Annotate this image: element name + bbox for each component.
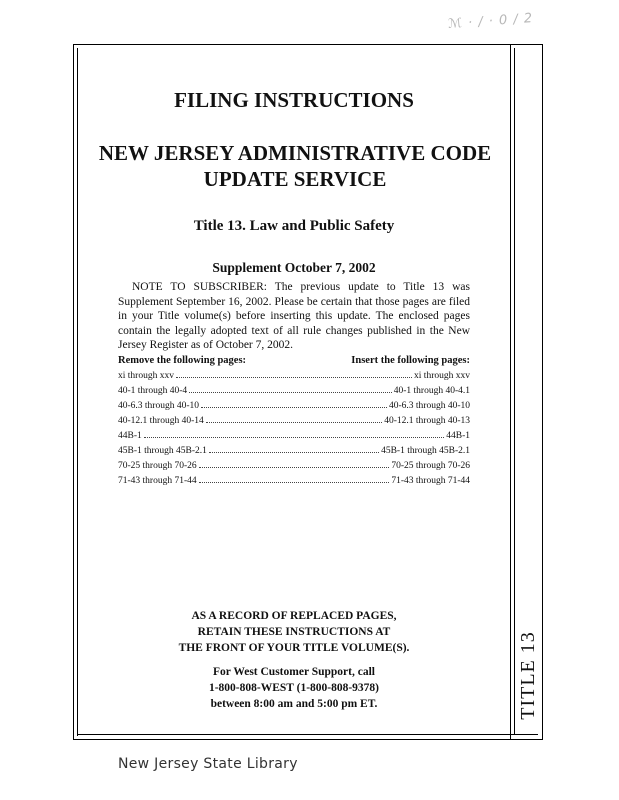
remove-header: Remove the following pages:	[118, 355, 247, 366]
table-header	[118, 354, 470, 368]
insert-cell: 71-43 through 71-44	[391, 476, 470, 486]
insert-cell: 40-12.1 through 40-13	[384, 416, 470, 426]
record-line: THE FRONT OF YOUR TITLE VOLUME(S).	[178, 642, 410, 654]
title-tab-label: TITLE 13	[517, 630, 539, 720]
dot-leader	[144, 428, 445, 438]
record-line: RETAIN THESE INSTRUCTIONS AT	[197, 626, 391, 638]
insert-cell: 45B-1 through 45B-2.1	[381, 446, 470, 456]
table-row	[118, 458, 470, 473]
remove-cell: 40-1 through 40-4	[118, 386, 188, 396]
frame-inner-bottom-rule	[77, 734, 538, 735]
subscriber-note: NOTE TO SUBSCRIBER: The previous update to Title 13 was Supplement September 16, 2002. Please be certain that those pages are filed in your Title volume(s) before inserting this update. The enclosed pages contain the legally adopted text of all rule changes published in the New Jersey Register as of October 7, 2002.	[118, 281, 470, 351]
document-body	[98, 88, 492, 710]
table-row	[118, 368, 470, 383]
record-notice	[118, 608, 470, 656]
remove-cell: 70-25 through 70-26	[118, 461, 197, 471]
table-row	[118, 398, 470, 413]
dot-leader	[189, 383, 392, 393]
code-title-line2: UPDATE SERVICE	[203, 167, 387, 191]
table-row	[118, 473, 470, 488]
remove-cell: 71-43 through 71-44	[118, 476, 197, 486]
code-title-line1: NEW JERSEY ADMINISTRATIVE CODE	[98, 141, 492, 165]
dot-leader	[199, 458, 390, 468]
insert-cell: 40-6.3 through 40-10	[388, 401, 470, 411]
support-line: For West Customer Support, call	[213, 666, 375, 678]
supplement-date: Supplement October 7, 2002	[212, 260, 376, 275]
table-row	[118, 413, 470, 428]
dot-leader	[201, 398, 387, 408]
record-line: AS A RECORD OF REPLACED PAGES,	[191, 610, 397, 622]
table-row	[118, 428, 470, 443]
insert-cell: 44B-1	[446, 431, 470, 441]
customer-support-notice	[118, 664, 470, 712]
dot-leader	[199, 473, 390, 483]
tab-divider	[510, 44, 511, 740]
support-phone: 1-800-808-WEST (1-800-808-9378)	[208, 682, 380, 694]
insert-cell: xi through xxv	[414, 371, 470, 381]
library-footer-mark: New Jersey State Library	[118, 756, 298, 772]
remove-cell: xi through xxv	[118, 371, 174, 381]
table-row	[118, 383, 470, 398]
page-replacement-table	[118, 354, 470, 488]
insert-header: Insert the following pages:	[351, 355, 470, 366]
title-label: Title 13. Law and Public Safety	[193, 218, 395, 234]
page-title: FILING INSTRUCTIONS	[174, 88, 414, 112]
support-hours: between 8:00 am and 5:00 pm ET.	[210, 698, 378, 710]
insert-cell: 40-1 through 40-4.1	[393, 386, 470, 396]
dot-leader	[209, 443, 379, 453]
title-tab	[514, 620, 543, 730]
remove-cell: 44B-1	[118, 431, 142, 441]
code-title	[90, 140, 500, 192]
handwritten-stamp: ℳ · / · 0 / 2	[447, 11, 534, 32]
dot-leader	[206, 413, 382, 423]
remove-cell: 40-6.3 through 40-10	[118, 401, 200, 411]
remove-cell: 45B-1 through 45B-2.1	[118, 446, 207, 456]
frame-inner-left-rule	[77, 48, 78, 736]
insert-cell: 70-25 through 70-26	[391, 461, 470, 471]
table-row	[118, 443, 470, 458]
dot-leader	[176, 368, 412, 378]
remove-cell: 40-12.1 through 40-14	[118, 416, 204, 426]
